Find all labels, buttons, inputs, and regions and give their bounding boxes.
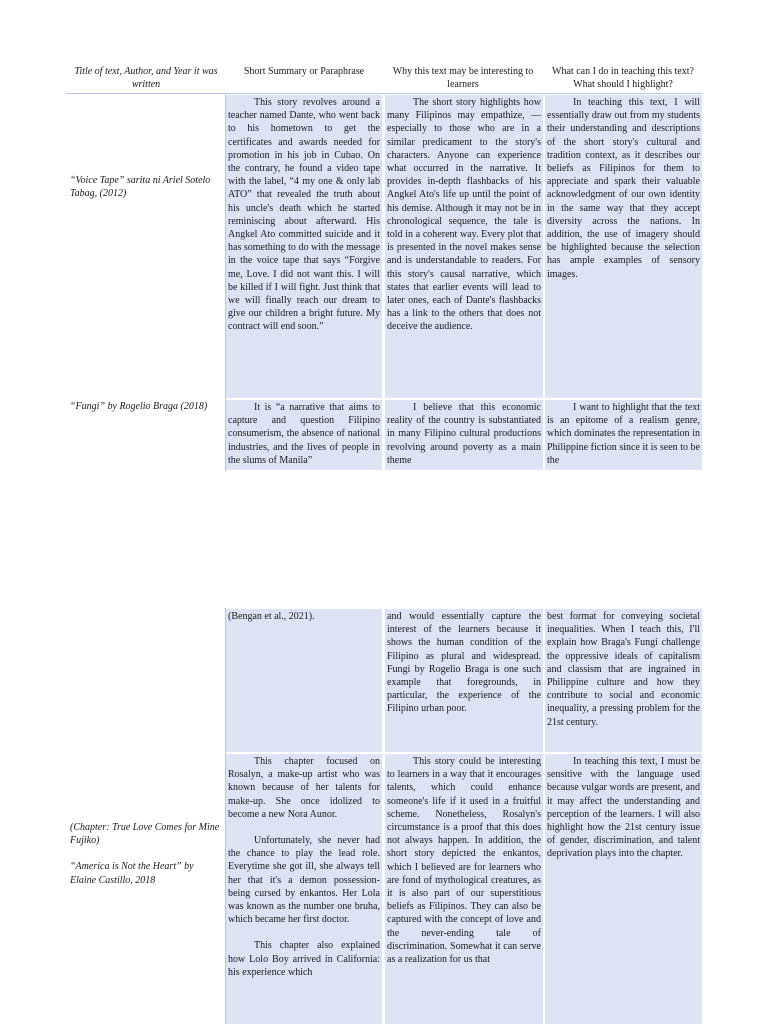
row-3-interest [385,754,543,1024]
row-2-teaching-continued [545,609,702,752]
row-3-summary-p3: This chapter also explained how Lolo Boy arrived in California: his experience which [228,940,380,978]
row-2-summary-continued [226,609,382,752]
row-2-interest-continued [385,609,543,752]
row-2-summary [226,400,382,470]
row-2-interest [385,400,543,470]
header-teaching: What can I do in teaching this text? What should I highlight? [552,66,694,90]
header-divider [66,93,702,94]
row-1-interest-text: The short story highlights how many Filipinos may empathize, — especially to those who are in a similar predicament to the story's characters. Anyone can experience what occurred in the narrative. It provides in-depth flashbacks of his Angkel Ato's life up until the point of his demise. Although it may not be in chronological sequence, the tale is told in a coherent way. Every plot that is presented in the novel makes sense and is understandable to readers. For this story's causal narrative, which states that earlier events will lead to later ones, each of Dante's flashbacks has a link to the others that does not deceive the audience. [387,97,541,333]
header-title-author-year: Title of text, Author, and Year it was written [74,66,218,90]
row-3-book-title: “America is Not the Heart” by Elaine Castillo, 2018 [70,861,194,886]
row-3-chapter-title: (Chapter: True Love Comes for Mine Fujiko) [70,822,220,847]
row-3-summary [226,754,382,1024]
row-2-interest-continued-text: and would essentially capture the interest of the learners because it shows the human condition of the Filipino as plural and widespread. Fungi by Rogelio Braga is one such example that foregrounds, in particular, the experience of the Filipino urban poor. [387,611,541,715]
row-1-interest [385,95,543,398]
row-3-summary-p1: This chapter focused on Rosalyn, a make-up artist who was known because of her talents for make-up. She once idolized to become a new Nora Aunor. [228,756,380,820]
row-2-teaching [545,400,702,470]
row-2-teaching-continued-text: best format for conveying societal inequalities. When I teach this, I'll explain how Braga's Fungi challenge the oppressive ideals of capitalism and classism that are ingrained in Philippine culture and how they contribute to social and economic inequality, a pressing problem for the 21st century. [547,611,700,728]
row-3-title [70,821,222,900]
header-interest: Why this text may be interesting to learners [392,66,534,90]
row-1-summary-text: This story revolves around a teacher named Dante, who went back to his hometown to get the certificates and awards needed for promotion in his job in Cubao. On the contrary, he found a video tape with the label, “4 my one & only lab ATO” that revealed the truth about his uncle's death which he started reminiscing about afterward. His Angkel Ato committed suicide and it has something to do with the message in the voice tape that says “Forgive me, Love. I did not want this. I will be killed if I will fight. Just think that we will finally reach our dream to give our children a bright future. My contract will end soon.” [228,97,380,333]
header-summary: Short Summary or Paraphrase [243,66,365,77]
row-2-teaching-text: I want to highlight that the text is an epitome of a realism genre, which dominates the representation in Philippine fiction since it is seen to be the [547,402,700,466]
row-3-teaching [545,754,702,1024]
row-1-teaching [545,95,702,398]
row-3-teaching-text: In teaching this text, I must be sensitive with the language used because vulgar words are present, and it may affect the understanding and perception of the learners. I will also highlight how the 21st century issue of gender, discrimination, and talent deprivation plays into the chapter. [547,756,700,860]
row-1-teaching-text: In teaching this text, I will essentially draw out from my students their understanding and descriptions of the short story's cultural and tradition context, as it describes our beliefs as Filipinos for them to appreciate and spark their valuable acknowledgment of our own identity in the same way that they accept diversity across the nations. In addition, the use of imagery should be highlighted because the selection has ample examples of sensory images. [547,97,700,280]
row-3-summary-p2: Unfortunately, she never had the chance to play the lead role. Everytime she got ill, she always tell her that it's a demon possession- being cursed by enkantos. Her Lola was known as the number one bruha, which became her first doctor. [228,835,380,926]
row-2-interest-text: I believe that this economic reality of the country is substantiated in many Filipino cultural productions revolving around poverty as a main theme [387,402,541,466]
row-3-interest-text: This story could be interesting to learners in a way that it encourages talents, which could enhance someone's life if it used in a fruitful scheme. Nonetheless, Rosalyn's circumstance is a proof that this does not always happen. In addition, the short story depicted the enkantos, which I believed are for learners who are fond of mythological creatures, as it is also part of our superstitious beliefs as Filipinos. They can also be captured with the concept of love and the never-ending tale of discrimination. Somewhat it can serve as a realization for us that [387,756,541,966]
row-2-title: “Fungi” by Rogelio Braga (2018) [70,401,208,412]
row-2-summary-continued-text: (Bengan et al., 2021). [228,611,315,622]
row-1-title: “Voice Tape” sarita ni Ariel Sotelo Tabag, (2012) [70,175,211,200]
row-2-summary-text: It is “a narrative that aims to capture and question Filipino consumerism, the absence of national industries, and the lives of people in the slums of Manila” [228,402,380,466]
row-1-summary [226,95,382,398]
